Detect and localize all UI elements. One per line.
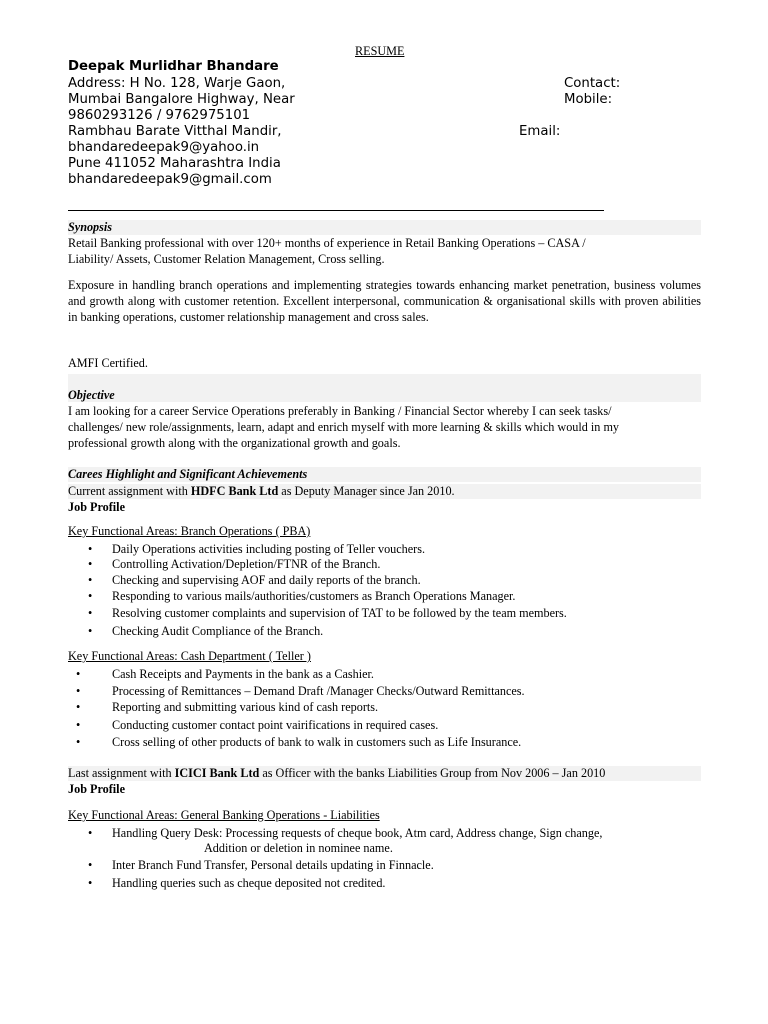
list-item — [88, 589, 515, 604]
exposure-paragraph: Exposure in handling branch operations and implementing strategies towards enhancing market penetration, business volumes and growth along with customer retention. Excellent interpersonal, communication & organisational skills with proven abilities in banking operations, customer relationship management and cross sales. — [68, 278, 701, 324]
list-item — [76, 735, 521, 750]
last-assignment — [68, 766, 605, 781]
kfa-liabilities-heading: Key Functional Areas: General Banking Operations - Liabilities — [68, 808, 380, 822]
contact-label: Contact: — [564, 76, 621, 91]
bullet-icon: • — [88, 826, 93, 840]
bullet-icon: • — [76, 700, 81, 714]
objective-text: professional growth along with the organizational growth and goals. — [68, 436, 401, 450]
bullet-icon: • — [88, 606, 93, 620]
bullet-icon: • — [76, 684, 81, 698]
bullet-icon: • — [76, 735, 81, 749]
last-assignment-prefix: Last assignment with — [68, 766, 175, 780]
header-divider — [68, 210, 604, 211]
list-item — [88, 573, 421, 588]
list-item-text: Controlling Activation/Depletion/FTNR of the Branch. — [112, 557, 381, 571]
email-label: Email: — [519, 124, 561, 139]
list-item — [88, 606, 567, 621]
list-item — [76, 667, 374, 682]
current-bank-name: HDFC Bank Ltd — [190, 484, 279, 498]
list-item-text: Checking Audit Compliance of the Branch. — [112, 624, 324, 638]
bullet-icon: • — [88, 542, 93, 556]
list-item-text: Conducting customer contact point vairifications in required cases. — [112, 718, 439, 732]
kfa-branch-heading: Key Functional Areas: Branch Operations ( PBA) — [68, 524, 311, 538]
section-band — [68, 220, 701, 235]
list-item-continuation: Addition or deletion in nominee name. — [204, 841, 393, 855]
address-line: Rambhau Barate Vitthal Mandir, — [68, 124, 282, 139]
list-item-text: Handling Query Desk: Processing requests of cheque book, Atm card, Address change, Sign change, — [112, 826, 603, 840]
address-line: bhandaredeepak9@yahoo.in — [68, 140, 260, 155]
list-item-text: Reporting and submitting various kind of cash reports. — [112, 700, 379, 714]
list-item — [88, 876, 385, 891]
list-item-text: Daily Operations activities including posting of Teller vouchers. — [112, 542, 426, 556]
mobile-label: Mobile: — [564, 92, 613, 107]
list-item-text: Handling queries such as cheque deposited not credited. — [112, 876, 386, 890]
last-assignment-suffix: as Officer with the banks Liabilities Group from Nov 2006 – Jan 2010 — [259, 766, 606, 780]
bullet-icon: • — [88, 876, 93, 890]
bullet-icon: • — [88, 858, 93, 872]
list-item-text: Resolving customer complaints and supervision of TAT to be followed by the team members. — [112, 606, 567, 620]
objective-heading: Objective — [68, 388, 115, 402]
address-line: Address: H No. 128, Warje Gaon, — [68, 76, 286, 91]
list-item — [76, 684, 525, 699]
job-profile-heading: Job Profile — [68, 500, 125, 514]
current-assignment — [68, 484, 455, 499]
list-item-text: Cross selling of other products of bank to walk in customers such as Life Insurance. — [112, 735, 522, 749]
bullet-icon: • — [76, 718, 81, 732]
list-item — [88, 858, 434, 873]
list-item-text: Checking and supervising AOF and daily reports of the branch. — [112, 573, 421, 587]
current-assignment-prefix: Current assignment with — [68, 484, 191, 498]
synopsis-text: Retail Banking professional with over 120+ months of experience in Retail Banking Operations – CASA / — [68, 236, 586, 250]
bullet-icon: • — [88, 573, 93, 587]
list-item — [88, 557, 380, 572]
bullet-icon: • — [88, 624, 93, 638]
address-line: Mumbai Bangalore Highway, Near — [68, 92, 295, 107]
amfi-certified: AMFI Certified. — [68, 356, 148, 370]
bullet-icon: • — [88, 557, 93, 571]
list-item — [76, 718, 438, 733]
bullet-icon: • — [76, 667, 81, 681]
section-band — [68, 374, 701, 402]
address-line: 9860293126 / 9762975101 — [68, 108, 251, 123]
job-profile-heading: Job Profile — [68, 782, 125, 796]
current-assignment-suffix: as Deputy Manager since Jan 2010. — [278, 484, 455, 498]
career-heading: Carees Highlight and Significant Achievements — [68, 467, 308, 481]
candidate-name: Deepak Murlidhar Bhandare — [68, 59, 279, 74]
list-item — [88, 624, 323, 639]
synopsis-text: Liability/ Assets, Customer Relation Management, Cross selling. — [68, 252, 385, 266]
list-item — [76, 700, 378, 715]
list-item-text: Cash Receipts and Payments in the bank as a Cashier. — [112, 667, 374, 681]
last-bank-name: ICICI Bank Ltd — [174, 766, 260, 780]
list-item — [88, 542, 425, 557]
objective-text: I am looking for a career Service Operations preferably in Banking / Financial Sector whereby I can seek tasks/ — [68, 404, 612, 418]
list-item-text: Responding to various mails/authorities/customers as Branch Operations Manager. — [112, 589, 516, 603]
list-item-text: Processing of Remittances – Demand Draft /Manager Checks/Outward Remittances. — [112, 684, 525, 698]
objective-text: challenges/ new role/assignments, learn, adapt and enrich myself with more learning & skills which would in my — [68, 420, 620, 434]
resume-title: RESUME — [355, 44, 405, 58]
address-line: bhandaredeepak9@gmail.com — [68, 172, 272, 187]
list-item — [88, 826, 602, 841]
address-line: Pune 411052 Maharashtra India — [68, 156, 281, 171]
synopsis-heading: Synopsis — [68, 220, 113, 234]
kfa-cash-heading: Key Functional Areas: Cash Department ( Teller ) — [68, 649, 311, 663]
bullet-icon: • — [88, 589, 93, 603]
list-item-text: Inter Branch Fund Transfer, Personal details updating in Finnacle. — [112, 858, 434, 872]
